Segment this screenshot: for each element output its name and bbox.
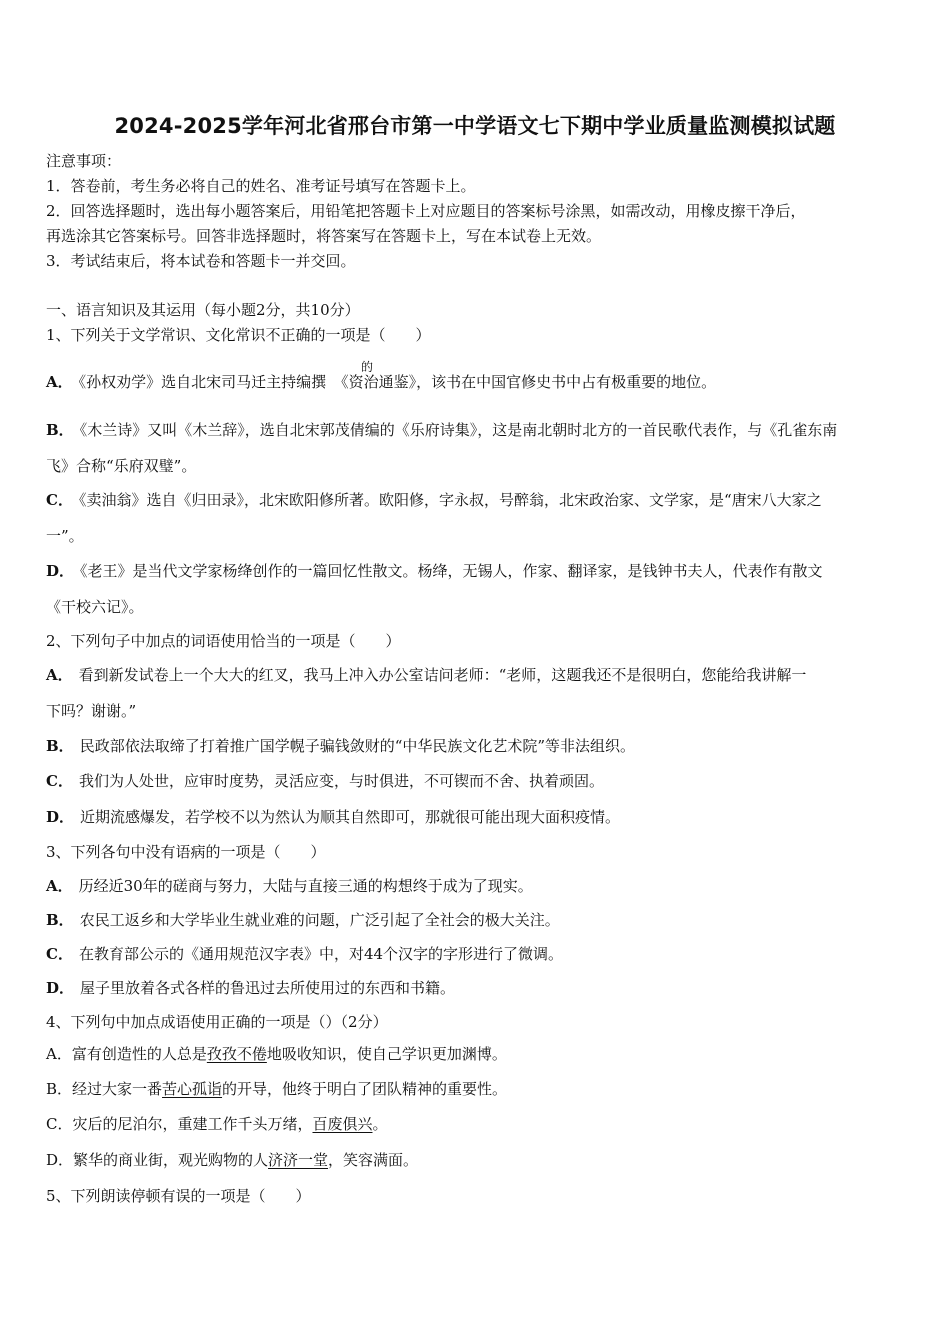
q1-option-b-cont: 飞》合称“乐府双璧”。 — [46, 457, 197, 475]
option-text: 民政部依法取缔了打着推广国学幌子骗钱敛财的“中华民族文化艺术院”等非法组织。 — [79, 737, 636, 755]
q3-option-d — [46, 978, 455, 998]
option-text: 《卖油翁》选自《归田录》，北宋欧阳修所著。欧阳修，字永叔，号醉翁，北宋政治家、文学家，是“唐宋八大家之 — [78, 491, 822, 509]
q3-option-b — [46, 910, 560, 930]
option-text: B．经过大家一番 — [46, 1080, 163, 1098]
option-text: 《老王》是当代文学家杨绛创作的一篇回忆性散文。杨绛，无锡人，作家、翻译家，是钱钟书夫人，代表作有散文 — [80, 562, 823, 580]
q1-option-d-cont: 《干校六记》。 — [46, 598, 144, 616]
q4-option-b — [46, 1079, 507, 1099]
q2-option-b — [46, 736, 635, 756]
option-text: A．富有创造性的人总是 — [46, 1045, 207, 1063]
option-text: 历经近30年的磋商与努力，大陆与直接三通的构想终于成为了现实。 — [78, 877, 533, 895]
option-text: ，笑容满面。 — [328, 1151, 419, 1169]
notice-heading: 注意事项： — [46, 152, 122, 170]
option-text: C．灾后的尼泊尔，重建工作千头万绪， — [46, 1115, 313, 1133]
option-text: 在教育部公示的《通用规范汉字表》中，对44个汉字的字形进行了微调。 — [78, 945, 564, 963]
question-2-stem: 2、下列句子中加点的词语使用恰当的一项是（ ） — [46, 632, 401, 650]
option-text: 近期流感爆发，若学校不以为然认为顺其自然即可，那就很可能出现大面积疫情。 — [80, 808, 621, 826]
q1-option-c-cont: 一”。 — [46, 527, 84, 545]
question-1-stem: 1、下列关于文学常识、文化常识不正确的一项是（ ） — [46, 326, 431, 344]
option-label: B． — [46, 421, 74, 439]
q3-option-c — [46, 944, 563, 964]
notice-item: 1．答卷前，考生务必将自己的姓名、准考证号填写在答题卡上。 — [46, 177, 476, 195]
page-title: 2024-2025学年河北省邢台市第一中学语文七下期中学业质量监测模拟试题 — [114, 114, 836, 138]
underlined-idiom: 济济一堂 — [268, 1151, 329, 1169]
option-text: 《孙权劝学》选自北宋司马迁主持编撰 《资治通鉴》，该书在中国官修史书中占有极重要的地位。 — [78, 373, 717, 391]
option-label: C． — [46, 772, 73, 790]
q2-option-c — [46, 771, 604, 791]
notice-item: 3．考试结束后，将本试卷和答题卡一并交回。 — [46, 252, 356, 270]
q2-option-d — [46, 807, 620, 827]
q2-option-a — [46, 665, 806, 685]
option-label: D． — [46, 979, 75, 997]
underlined-idiom: 百废俱兴 — [312, 1115, 373, 1133]
q1-option-c — [46, 490, 822, 510]
notice-item: 2．回答选择题时，选出每小题答案后，用铅笔把答题卡上对应题目的答案标号涂黑，如需改动，用橡皮擦干净后， — [46, 202, 806, 220]
question-4-stem: 4、下列句中加点成语使用正确的一项是（）（2分） — [46, 1013, 388, 1031]
underlined-idiom: 苦心孤诣 — [162, 1080, 223, 1098]
option-text: 我们为人处世，应审时度势，灵活应变，与时俱进，不可锲而不舍、执着顽固。 — [78, 772, 604, 790]
q1-option-d — [46, 561, 823, 581]
option-text: 。 — [372, 1115, 388, 1133]
option-text: 《木兰诗》又叫《木兰辞》，选自北宋郭茂倩编的《乐府诗集》，这是南北朝时北方的一首民歌代表作，与《孔雀东南 — [79, 421, 838, 439]
section-heading: 一、语言知识及其运用（每小题2分，共10分） — [46, 301, 360, 319]
q2-option-a-cont: 下吗？谢谢。” — [46, 702, 137, 720]
option-label: B． — [46, 911, 74, 929]
option-label: A． — [46, 877, 73, 895]
option-text: D．繁华的商业街，观光购物的人 — [46, 1151, 269, 1169]
q3-option-a — [46, 876, 533, 896]
option-label: B． — [46, 737, 74, 755]
notice-item: 再选涂其它答案标号。回答非选择题时，将答案写在答题卡上，写在本试卷上无效。 — [46, 227, 602, 245]
option-text: 的开导，他终于明白了团队精神的重要性。 — [222, 1080, 508, 1098]
option-label: D． — [46, 808, 75, 826]
q4-option-a — [46, 1044, 507, 1064]
underlined-idiom: 孜孜不倦 — [206, 1045, 267, 1063]
q1-option-b — [46, 420, 837, 440]
option-label: C． — [46, 491, 73, 509]
q4-option-c — [46, 1114, 388, 1134]
option-label: D． — [46, 562, 75, 580]
question-3-stem: 3、下列各句中没有语病的一项是（ ） — [46, 843, 326, 861]
option-text: 屋子里放着各式各样的鲁迅过去所使用过的东西和书籍。 — [80, 979, 456, 997]
question-5-stem: 5、下列朗读停顿有误的一项是（ ） — [46, 1187, 311, 1205]
option-text: 地吸收知识，使自己学识更加渊博。 — [266, 1045, 507, 1063]
q4-option-d — [46, 1150, 418, 1170]
option-label: A． — [46, 666, 73, 684]
option-label: A． — [46, 373, 73, 391]
inserted-character: 的 — [361, 360, 374, 374]
option-label: C． — [46, 945, 73, 963]
q1-option-a — [46, 372, 716, 392]
option-text: 农民工返乡和大学毕业生就业难的问题，广泛引起了全社会的极大关注。 — [79, 911, 560, 929]
option-text: 看到新发试卷上一个大大的红叉，我马上冲入办公室诘问老师：“老师，这题我还不是很明白，您能给我讲解一 — [78, 666, 807, 684]
